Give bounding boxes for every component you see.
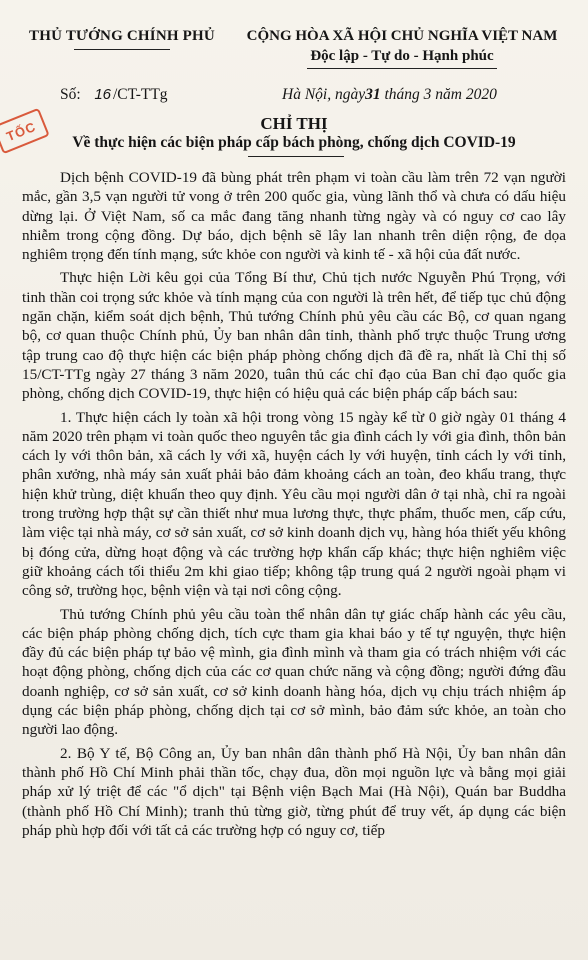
place-date-suffix: tháng 3 năm 2020 [384,86,497,103]
paragraph-1: Dịch bệnh COVID-19 đã bùng phát trên phạm vi toàn cầu làm trên 72 vạn người mắc, gần 3,5 vạn người tử vong ở trên 200 quốc gia, vùng lãnh thổ và chưa có dấu hiệu dừng lại. Ở Việt Nam, số ca mắc đang tăng nhanh từng ngày và có nguy cơ cao lây nhiễm trong cộng đồng. Dự báo, dịch bệnh sẽ lây lan nhanh trên diện rộng, đe dọa nghiêm trọng đến tính mạng, sức khỏe con người và kinh tế - xã hội của đất nước. [22,169,566,264]
nation-name: CỘNG HÒA XÃ HỘI CHỦ NGHĨA VIỆT NAM [246,28,558,44]
document-title: CHỈ THỊ [260,114,328,133]
place-date-prefix: Hà Nội, ngày [282,86,366,103]
document-subtitle: Về thực hiện các biện pháp cấp bách phòng, chống dịch COVID-19 [72,134,516,151]
document-number-prefix: Số: [60,86,81,103]
motto-underline [307,68,497,69]
document-number [60,86,168,104]
document-number-suffix: /CT-TTg [113,86,168,103]
paragraph-2: Thực hiện Lời kêu gọi của Tổng Bí thư, Chủ tịch nước Nguyễn Phú Trọng, với tinh thần coi trọng sức khỏe và tính mạng của con người là trên hết, để tiếp tục chủ động ngăn chặn, kiểm soát dịch bệnh, Thủ tướng Chính phủ yêu cầu các Bộ, cơ quan ngang bộ, cơ quan thuộc Chính phủ, Ủy ban nhân dân tỉnh, thành phố trực thuộc Trung ương tập trung cao độ thực hiện các biện pháp phòng chống dịch đã đề ra, nhất là Chỉ thị số 15/CT-TTg ngày 27 tháng 3 năm 2020, tuân thủ các chỉ đạo của Ban chỉ đạo quốc gia phòng, chống dịch COVID-19, thực hiện có hiệu quả các biện pháp cấp bách sau: [22,269,566,403]
document-body [22,168,566,844]
place-date-day: 31 [365,86,381,103]
paragraph-3: 1. Thực hiện cách ly toàn xã hội trong vòng 15 ngày kể từ 0 giờ ngày 01 tháng 4 năm 2020 trên phạm vi toàn quốc theo nguyên tắc gia đình cách ly với gia đình, thôn bản cách ly với thôn bản, xã cách ly với xã, huyện cách ly với huyện, tỉnh cách ly với tỉnh, phân xưởng, nhà máy sản xuất phải bảo đảm khoảng cách an toàn, đeo khẩu trang, thực hiện khử trùng, diệt khuẩn theo quy định. Yêu cầu mọi người dân ở tại nhà, chỉ ra ngoài trong trường hợp thật sự cần thiết như mua lương thực, thực phẩm, thuốc men, cấp cứu, làm việc tại nhà máy, cơ sở sản xuất, cơ sở kinh doanh dịch vụ, hàng hóa thiết yếu không bị đóng cửa, dừng hoạt động và các trường hợp khẩn cấp khác; thực hiện nghiêm việc giữ khoảng cách tối thiểu 2m khi giao tiếp; không tập trung quá 2 người ngoài phạm vi công sở, trường học, bệnh viện và tại nơi công cộng. [22,408,566,600]
paragraph-5: 2. Bộ Y tế, Bộ Công an, Ủy ban nhân dân thành phố Hà Nội, Ủy ban nhân dân thành phố Hồ Chí Minh phải thần tốc, chạy đua, dồn mọi nguồn lực và bằng mọi giải pháp xử lý triệt để các "ổ dịch" tại Bệnh viện Bạch Mai (Hà Nội), Quán bar Buddha (thành phố Hồ Chí Minh); tranh thủ từng giờ, từng phút để truy vết, áp dụng các biện pháp phù hợp đối với tất cả các trường hợp có nguy cơ, tiếp [22,744,566,839]
paragraph-4: Thủ tướng Chính phủ yêu cầu toàn thể nhân dân tự giác chấp hành các yêu cầu, các biện pháp phòng chống dịch, tích cực tham gia khai báo y tế tự nguyện, thực hiện đầy đủ các biện pháp tự bảo vệ mình, gia đình mình và tham gia có trách nhiệm với các hoạt động phòng, chống dịch của các cơ quan chức năng và cộng đồng; người đứng đầu doanh nghiệp, cơ sở sản xuất, cơ sở kinh doanh hàng hóa, dịch vụ chịu trách nhiệm áp dụng các biện pháp phòng, chống dịch tại cơ sở mình, bảo đảm sức khỏe, an toàn cho người lao động. [22,605,566,739]
place-date [282,86,497,104]
agency-name: THỦ TƯỚNG CHÍNH PHỦ [29,28,215,44]
document-number-value: 16 [94,86,111,103]
issuing-agency [22,28,222,50]
subtitle-underline [248,156,344,157]
national-header [232,28,572,69]
agency-underline [74,49,170,50]
urgent-stamp: TỐC [0,108,50,155]
national-motto: Độc lập - Tự do - Hạnh phúc [310,48,494,64]
